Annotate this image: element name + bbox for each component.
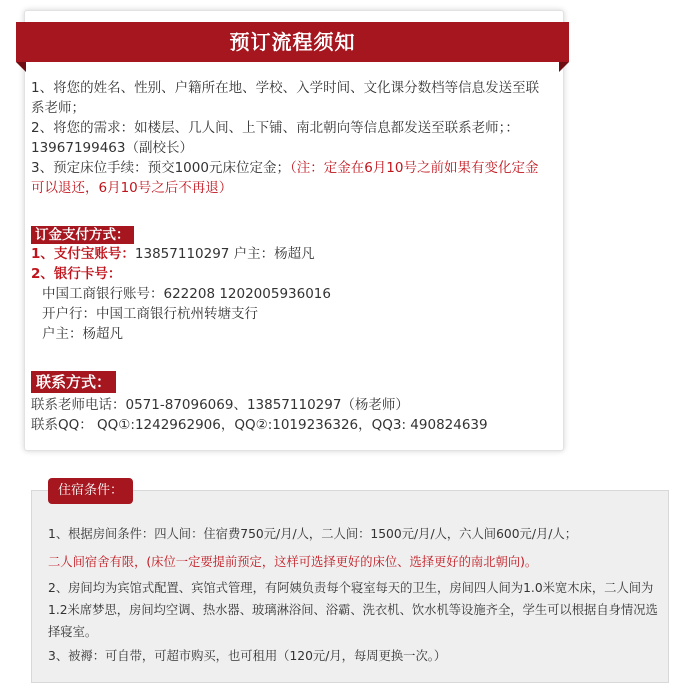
banner-fold-left [16, 62, 26, 72]
alipay-value: 13857110297 户主：杨超凡 [134, 246, 315, 262]
step2-line1: 2、将您的需求：如楼层、几人间、上下铺、南北朝向等信息都发送至联系老师；： [31, 120, 519, 136]
bank-label: 2、银行卡号： [31, 266, 122, 282]
bank-branch: 开户行：中国工商银行杭州转塘支行 [42, 306, 258, 322]
bank-account: 中国工商银行账号：622208 1202005936016 [42, 286, 331, 302]
payment-heading: 订金支付方式： [31, 226, 134, 244]
bank-holder: 户主：杨超凡 [42, 326, 123, 342]
banner-fold-right [559, 62, 569, 72]
contact-phone: 联系老师电话：0571-87096069、13857110297（杨老师） [31, 397, 409, 413]
accommodation-item1: 1、根据房间条件：四人间：住宿费750元/月/人，二人间：1500元/月/人，六人间600元/月/人； [48, 527, 578, 541]
deposit-note: （注：定金在6月10号之前如果有变化定金 [289, 160, 539, 176]
page-title: 预订流程须知 [229, 30, 356, 54]
payment-heading-row [31, 225, 134, 245]
step3-line2: 可以退还，6月10号之后不再退） [31, 180, 233, 196]
step3-text: 3、预定床位手续：预交1000元床位定金； [31, 160, 290, 176]
step2-line2: 13967199463（副校长） [31, 140, 193, 156]
accommodation-note: 二人间宿舍有限，(床位一定要提前预定，这样可选择更好的床位、选择更好的南北朝向)。 [48, 555, 538, 569]
contact-heading-row [31, 371, 116, 393]
accommodation-item3: 3、被褥：可自带，可超市购买，也可租用（120元/月，每周更换一次。） [48, 649, 447, 663]
alipay-row [31, 244, 315, 264]
accommodation-item2-line3: 择寝室。 [48, 625, 98, 639]
accommodation-item2-line2: 1.2米席梦思，房间均空调、热水器、玻璃淋浴间、浴霸、洗衣机、饮水机等设施齐全，学生可以根据自身情况选 [48, 603, 658, 617]
step3-line1 [31, 158, 538, 178]
alipay-label: 1、支付宝账号： [31, 246, 135, 262]
contact-qq: 联系QQ： QQ①:1242962906，QQ②:1019236326，QQ3: 490824639 [31, 417, 488, 433]
step1-line2: 系老师； [31, 100, 85, 116]
step1-line1: 1、将您的姓名、性别、户籍所在地、学校、入学时间、文化课分数档等信息发送至联 [31, 80, 540, 96]
contact-heading: 联系方式： [31, 371, 116, 393]
accommodation-tag: 住宿条件： [48, 478, 133, 504]
accommodation-item2-line1: 2、房间均为宾馆式配置、宾馆式管理，有阿姨负责每个寝室每天的卫生，房间四人间为1.0米宽木床，二人间为 [48, 581, 654, 595]
